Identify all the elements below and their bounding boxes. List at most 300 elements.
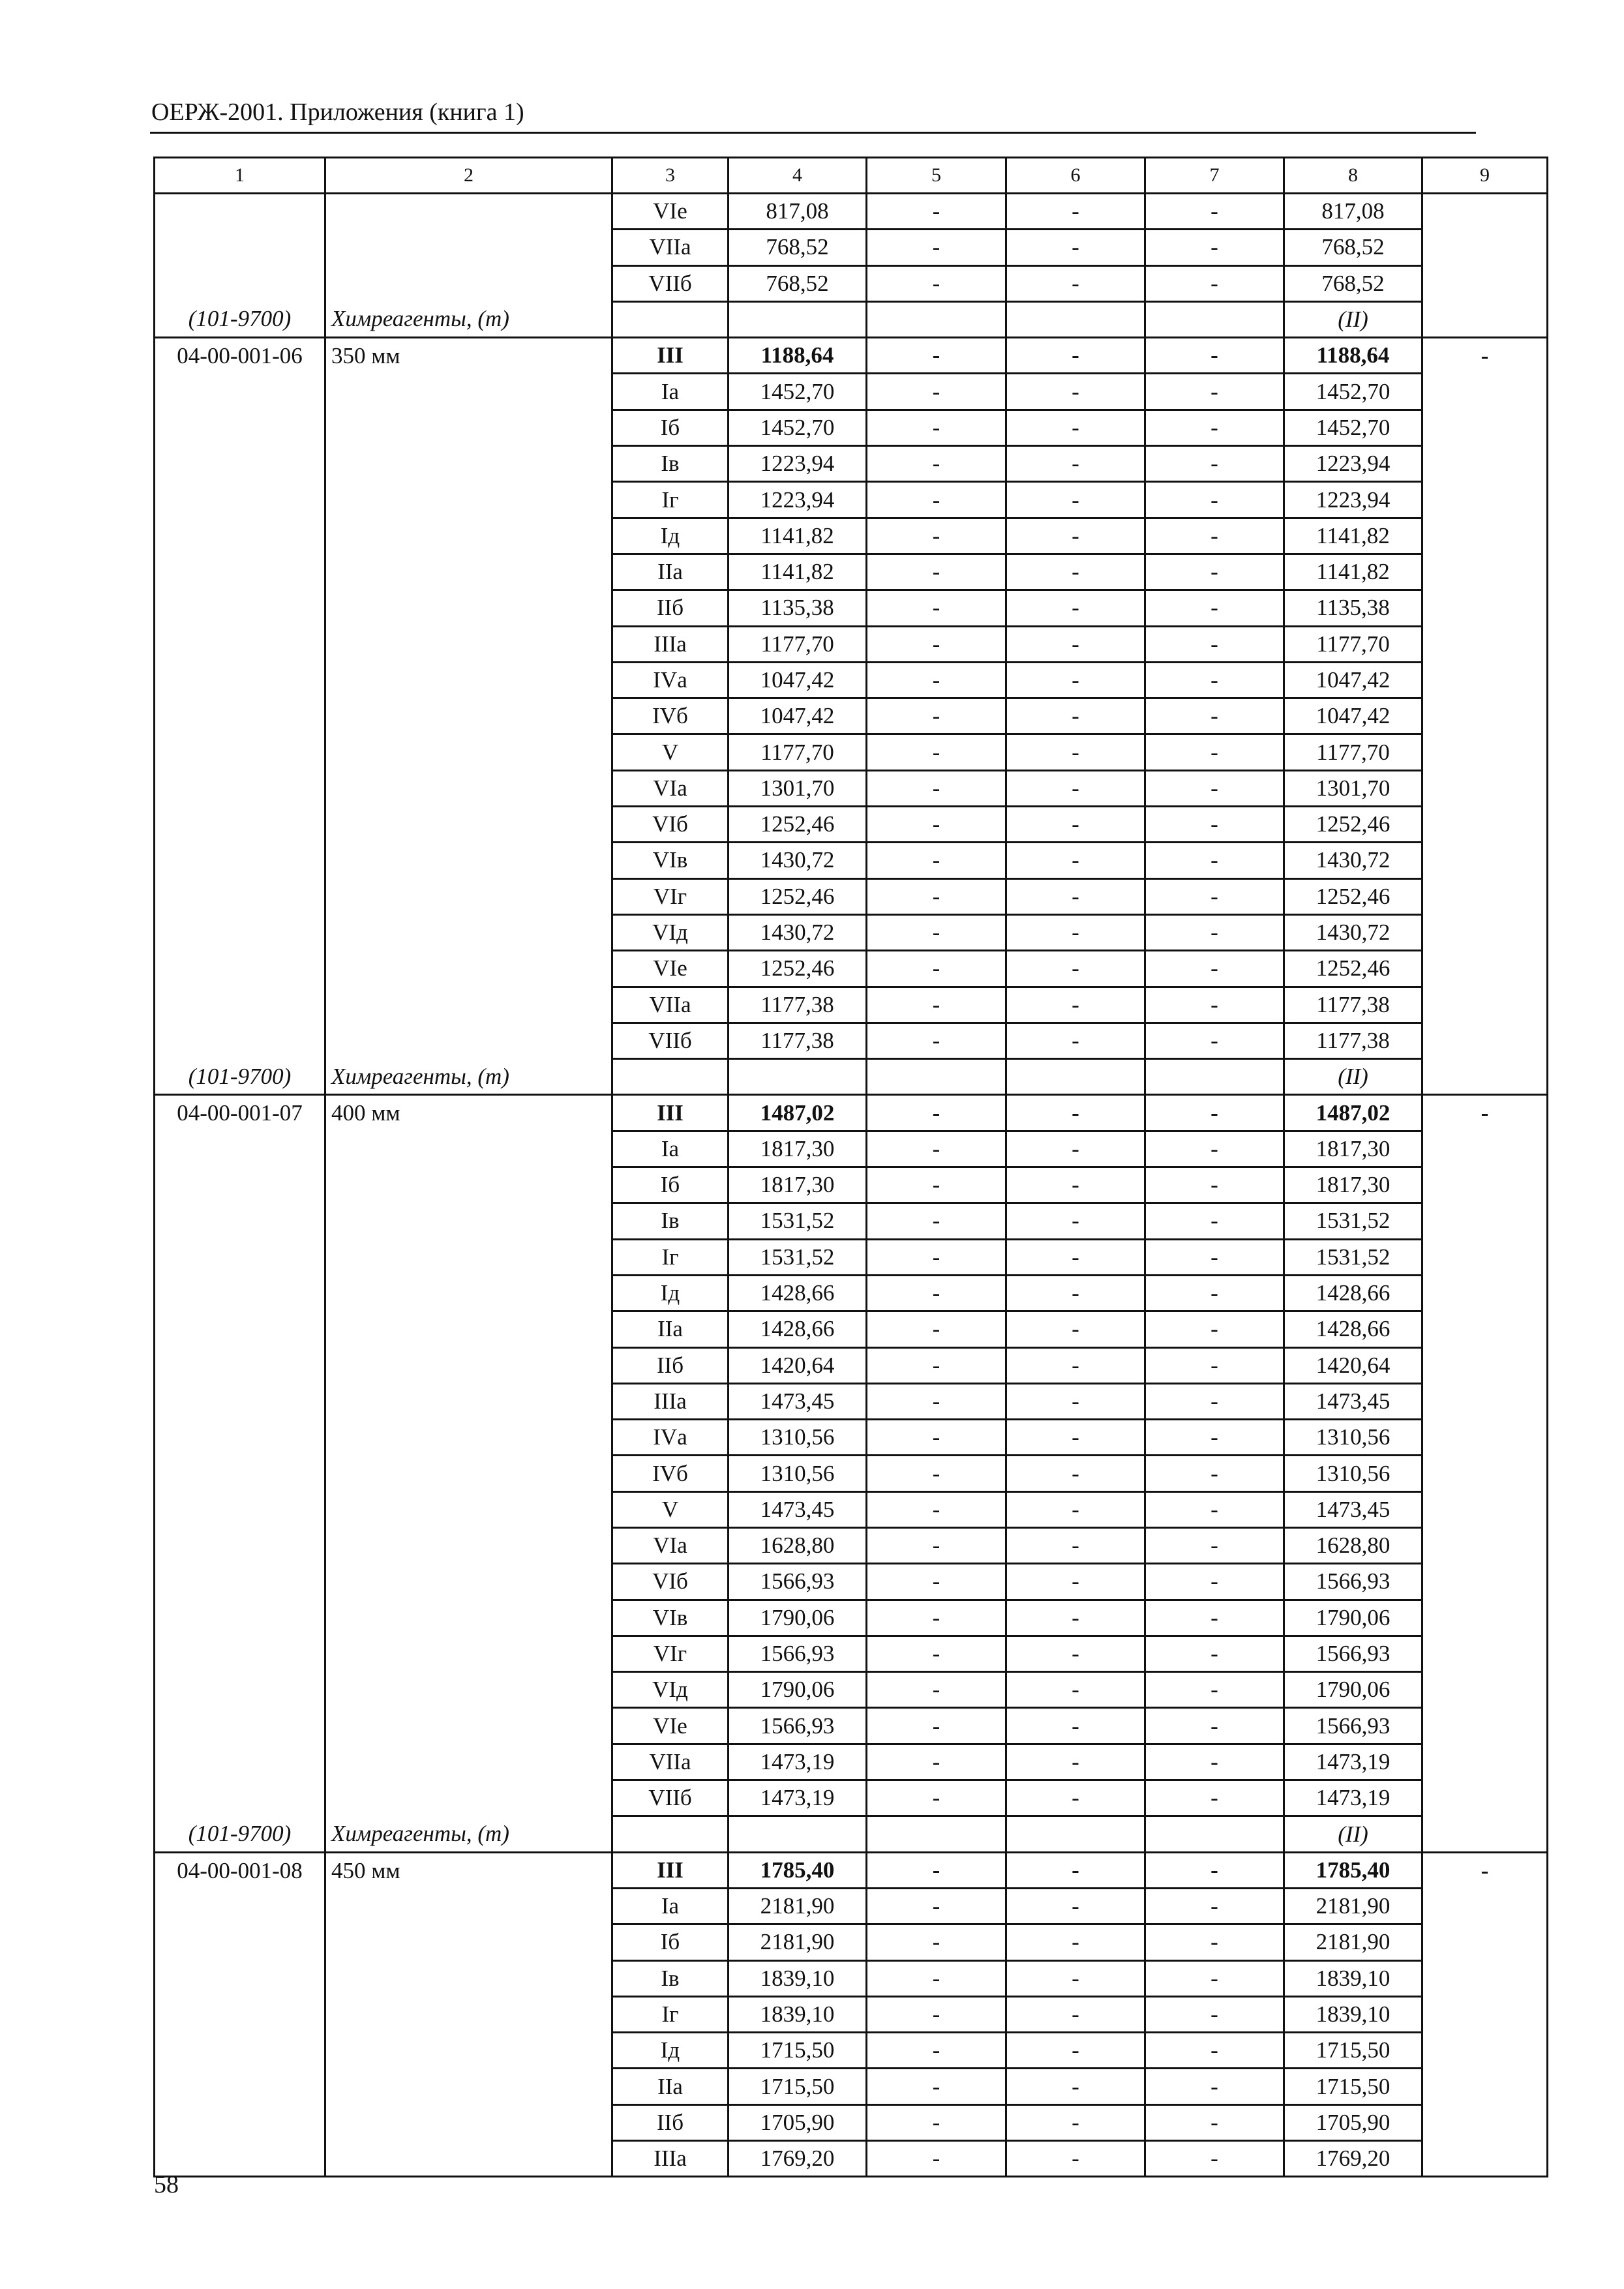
price-cell: 1301,70 <box>729 770 867 806</box>
price-cell: 1531,52 <box>729 1203 867 1239</box>
name-cell: Химреагенты, (т) <box>325 1816 612 1852</box>
total-cell: 1252,46 <box>1284 878 1422 914</box>
col6-cell: - <box>1006 662 1145 698</box>
col7-cell: - <box>1145 843 1284 878</box>
code-cell <box>155 374 325 410</box>
col6-cell: - <box>1006 1347 1145 1383</box>
name-cell <box>325 2104 612 2140</box>
price-cell: 1428,66 <box>729 1311 867 1347</box>
col6-cell: - <box>1006 338 1145 374</box>
table-row <box>155 265 1548 301</box>
col9-cell <box>1422 1564 1548 1600</box>
table-row <box>155 1456 1548 1491</box>
col6-cell: - <box>1006 1023 1145 1058</box>
col7-cell: - <box>1145 1744 1284 1780</box>
name-cell <box>325 1960 612 1996</box>
table-row <box>155 1996 1548 2032</box>
total-cell: (II) <box>1284 1816 1422 1852</box>
col9-cell <box>1422 843 1548 878</box>
name-cell <box>325 1636 612 1671</box>
col9-cell <box>1422 554 1548 590</box>
table-row <box>155 518 1548 554</box>
col6-cell: - <box>1006 446 1145 482</box>
table-row <box>155 1203 1548 1239</box>
col9-cell <box>1422 914 1548 950</box>
total-cell: 1628,80 <box>1284 1527 1422 1563</box>
total-cell: 1785,40 <box>1284 1852 1422 1888</box>
table-row <box>155 1527 1548 1563</box>
col5-cell: - <box>867 194 1006 230</box>
total-cell: 768,52 <box>1284 230 1422 265</box>
page-number: 58 <box>154 2171 179 2198</box>
name-cell <box>325 662 612 698</box>
name-cell <box>325 878 612 914</box>
name-cell <box>325 1239 612 1275</box>
total-cell: 1839,10 <box>1284 1996 1422 2032</box>
total-cell: 1715,50 <box>1284 2069 1422 2104</box>
col9-cell <box>1422 1924 1548 1960</box>
zone-cell: IIб <box>612 1347 729 1383</box>
col7-cell: - <box>1145 987 1284 1023</box>
total-cell: 1420,64 <box>1284 1347 1422 1383</box>
price-cell: 1141,82 <box>729 518 867 554</box>
table-row <box>155 2033 1548 2069</box>
col5-cell: - <box>867 1131 1006 1167</box>
col5-cell <box>867 301 1006 337</box>
col6-cell: - <box>1006 1708 1145 1744</box>
code-cell <box>155 1924 325 1960</box>
code-cell: 04-00-001-07 <box>155 1095 325 1131</box>
col5-cell: - <box>867 265 1006 301</box>
col5-cell: - <box>867 1744 1006 1780</box>
zone-cell: VIе <box>612 194 729 230</box>
header-divider <box>150 132 1476 134</box>
col6-cell <box>1006 301 1145 337</box>
col7-cell: - <box>1145 518 1284 554</box>
name-cell <box>325 1780 612 1816</box>
price-cell: 1839,10 <box>729 1996 867 2032</box>
col5-cell: - <box>867 590 1006 626</box>
col6-cell: - <box>1006 734 1145 770</box>
col9-cell <box>1422 878 1548 914</box>
zone-cell: IVа <box>612 662 729 698</box>
col5-cell: - <box>867 734 1006 770</box>
zone-cell: VIIа <box>612 230 729 265</box>
col9-cell <box>1422 2104 1548 2140</box>
name-cell: 400 мм <box>325 1095 612 1131</box>
col6-cell: - <box>1006 1600 1145 1636</box>
code-cell <box>155 1744 325 1780</box>
table-row <box>155 1095 1548 1131</box>
col9-cell <box>1422 482 1548 518</box>
table-row <box>155 1960 1548 1996</box>
table-row <box>155 1564 1548 1600</box>
price-cell: 1817,30 <box>729 1167 867 1203</box>
table-row <box>155 1924 1548 1960</box>
col5-cell: - <box>867 1456 1006 1491</box>
price-cell: 1223,94 <box>729 482 867 518</box>
col9-cell <box>1422 1996 1548 2032</box>
col7-cell <box>1145 1816 1284 1852</box>
name-cell <box>325 1527 612 1563</box>
col7-cell: - <box>1145 1239 1284 1275</box>
code-cell: 04-00-001-08 <box>155 1852 325 1888</box>
col5-cell: - <box>867 807 1006 843</box>
name-cell <box>325 626 612 662</box>
col9-cell <box>1422 1744 1548 1780</box>
name-cell <box>325 1888 612 1924</box>
col9-cell <box>1422 1708 1548 1744</box>
total-cell: 2181,90 <box>1284 1924 1422 1960</box>
col6-cell: - <box>1006 1996 1145 2032</box>
col9-cell <box>1422 1383 1548 1419</box>
col9-cell <box>1422 2141 1548 2177</box>
code-cell <box>155 590 325 626</box>
col6-cell: - <box>1006 1852 1145 1888</box>
col5-cell: - <box>867 2141 1006 2177</box>
price-cell: 1141,82 <box>729 554 867 590</box>
table-row <box>155 2141 1548 2177</box>
col9-cell <box>1422 1888 1548 1924</box>
col7-cell: - <box>1145 662 1284 698</box>
total-cell: 1135,38 <box>1284 590 1422 626</box>
zone-cell: Iд <box>612 2033 729 2069</box>
col5-cell: - <box>867 1888 1006 1924</box>
zone-cell: V <box>612 734 729 770</box>
price-cell: 1177,38 <box>729 1023 867 1058</box>
code-cell: (101-9700) <box>155 1816 325 1852</box>
col7-cell: - <box>1145 446 1284 482</box>
table-row <box>155 1780 1548 1816</box>
total-cell: 1839,10 <box>1284 1960 1422 1996</box>
zone-cell: Iб <box>612 1167 729 1203</box>
col6-cell: - <box>1006 1275 1145 1311</box>
table-row <box>155 1491 1548 1527</box>
col5-cell: - <box>867 1420 1006 1456</box>
zone-cell: VIг <box>612 878 729 914</box>
col6-cell: - <box>1006 1167 1145 1203</box>
col7-cell: - <box>1145 1600 1284 1636</box>
code-cell <box>155 807 325 843</box>
table-row <box>155 626 1548 662</box>
zone-cell: IVа <box>612 1420 729 1456</box>
price-cell: 1790,06 <box>729 1600 867 1636</box>
col6-cell: - <box>1006 914 1145 950</box>
col6-cell: - <box>1006 1239 1145 1275</box>
table-row <box>155 878 1548 914</box>
price-cell: 1473,45 <box>729 1491 867 1527</box>
col5-cell: - <box>867 374 1006 410</box>
zone-cell: VIд <box>612 914 729 950</box>
total-cell: 817,08 <box>1284 194 1422 230</box>
col9-cell <box>1422 1239 1548 1275</box>
total-cell: 1473,19 <box>1284 1744 1422 1780</box>
col5-cell: - <box>867 1491 1006 1527</box>
code-cell <box>155 1456 325 1491</box>
code-cell <box>155 1275 325 1311</box>
price-cell: 1715,50 <box>729 2033 867 2069</box>
name-cell <box>325 843 612 878</box>
col7-cell: - <box>1145 1311 1284 1347</box>
col9-cell <box>1422 230 1548 265</box>
zone-cell: IIIа <box>612 1383 729 1419</box>
col7-cell: - <box>1145 770 1284 806</box>
table-row <box>155 338 1548 374</box>
zone-cell: Iг <box>612 482 729 518</box>
col6-cell: - <box>1006 878 1145 914</box>
col7-cell: - <box>1145 1347 1284 1383</box>
zone-cell: VIб <box>612 807 729 843</box>
code-cell <box>155 410 325 445</box>
zone-cell <box>612 1816 729 1852</box>
total-cell: 1566,93 <box>1284 1636 1422 1671</box>
table-row <box>155 1888 1548 1924</box>
price-cell: 1790,06 <box>729 1672 867 1708</box>
price-cell: 1817,30 <box>729 1131 867 1167</box>
code-cell <box>155 1636 325 1671</box>
zone-cell: IIб <box>612 590 729 626</box>
zone-cell: VIг <box>612 1636 729 1671</box>
col5-cell: - <box>867 843 1006 878</box>
table-row <box>155 987 1548 1023</box>
col9-cell <box>1422 1527 1548 1563</box>
price-cell: 1452,70 <box>729 374 867 410</box>
col9-cell <box>1422 1636 1548 1671</box>
col9-cell <box>1422 770 1548 806</box>
col9-cell <box>1422 1059 1548 1095</box>
col7-cell: - <box>1145 1996 1284 2032</box>
col9-cell <box>1422 1347 1548 1383</box>
name-cell <box>325 590 612 626</box>
name-cell <box>325 482 612 518</box>
zone-cell: Iг <box>612 1239 729 1275</box>
col5-cell: - <box>867 1275 1006 1311</box>
zone-cell: III <box>612 1852 729 1888</box>
name-cell <box>325 1744 612 1780</box>
price-cell <box>729 1059 867 1095</box>
zone-cell: VIв <box>612 1600 729 1636</box>
col9-cell <box>1422 518 1548 554</box>
col9-cell <box>1422 1203 1548 1239</box>
col5-cell: - <box>867 1203 1006 1239</box>
col7-cell: - <box>1145 230 1284 265</box>
total-cell: 1531,52 <box>1284 1239 1422 1275</box>
name-cell <box>325 1420 612 1456</box>
name-cell <box>325 410 612 445</box>
table-row <box>155 698 1548 734</box>
name-cell <box>325 807 612 843</box>
name-cell <box>325 698 612 734</box>
zone-cell: Iд <box>612 518 729 554</box>
name-cell <box>325 230 612 265</box>
table-row <box>155 1816 1548 1852</box>
total-cell: 1428,66 <box>1284 1311 1422 1347</box>
col6-cell: - <box>1006 2141 1145 2177</box>
price-cell: 1452,70 <box>729 410 867 445</box>
code-cell <box>155 1780 325 1816</box>
code-cell <box>155 554 325 590</box>
total-cell: 1566,93 <box>1284 1564 1422 1600</box>
col6-cell: - <box>1006 194 1145 230</box>
col5-cell: - <box>867 554 1006 590</box>
zone-cell: Iв <box>612 1960 729 1996</box>
col5-cell: - <box>867 230 1006 265</box>
zone-cell: IIIа <box>612 626 729 662</box>
zone-cell: VIIб <box>612 1780 729 1816</box>
code-cell <box>155 951 325 987</box>
col7-cell: - <box>1145 2141 1284 2177</box>
code-cell <box>155 446 325 482</box>
column-header: 2 <box>325 158 612 194</box>
col5-cell <box>867 1816 1006 1852</box>
col7-cell: - <box>1145 1564 1284 1600</box>
col7-cell: - <box>1145 878 1284 914</box>
column-number-row <box>155 158 1548 194</box>
name-cell <box>325 1203 612 1239</box>
code-cell <box>155 843 325 878</box>
code-cell <box>155 1996 325 2032</box>
col7-cell: - <box>1145 2104 1284 2140</box>
zone-cell: Iб <box>612 1924 729 1960</box>
table-row <box>155 1311 1548 1347</box>
col5-cell: - <box>867 2033 1006 2069</box>
col7-cell: - <box>1145 1131 1284 1167</box>
zone-cell: Iв <box>612 1203 729 1239</box>
col7-cell: - <box>1145 338 1284 374</box>
col7-cell: - <box>1145 1203 1284 1239</box>
total-cell: 1301,70 <box>1284 770 1422 806</box>
zone-cell: III <box>612 338 729 374</box>
column-header: 5 <box>867 158 1006 194</box>
col6-cell: - <box>1006 590 1145 626</box>
col5-cell: - <box>867 1527 1006 1563</box>
zone-cell: VIе <box>612 1708 729 1744</box>
code-cell <box>155 518 325 554</box>
col5-cell: - <box>867 1708 1006 1744</box>
total-cell: 1790,06 <box>1284 1672 1422 1708</box>
table-row <box>155 482 1548 518</box>
col5-cell: - <box>867 1347 1006 1383</box>
col7-cell: - <box>1145 626 1284 662</box>
col6-cell: - <box>1006 1672 1145 1708</box>
col6-cell: - <box>1006 2069 1145 2104</box>
code-cell <box>155 662 325 698</box>
col6-cell: - <box>1006 987 1145 1023</box>
name-cell <box>325 374 612 410</box>
zone-cell: IIа <box>612 554 729 590</box>
col5-cell: - <box>867 1311 1006 1347</box>
col5-cell: - <box>867 1672 1006 1708</box>
col6-cell: - <box>1006 554 1145 590</box>
col9-cell <box>1422 1167 1548 1203</box>
price-cell: 1715,50 <box>729 2069 867 2104</box>
name-cell <box>325 194 612 230</box>
column-header: 1 <box>155 158 325 194</box>
price-cell: 1473,45 <box>729 1383 867 1419</box>
column-header: 9 <box>1422 158 1548 194</box>
name-cell <box>325 554 612 590</box>
col6-cell: - <box>1006 265 1145 301</box>
table-row <box>155 1420 1548 1456</box>
price-cell: 1310,56 <box>729 1456 867 1491</box>
col7-cell: - <box>1145 1852 1284 1888</box>
col7-cell: - <box>1145 1960 1284 1996</box>
code-cell <box>155 1311 325 1347</box>
col5-cell: - <box>867 1564 1006 1600</box>
col7-cell: - <box>1145 1491 1284 1527</box>
table-row <box>155 1167 1548 1203</box>
col7-cell: - <box>1145 1023 1284 1058</box>
code-cell <box>155 770 325 806</box>
col5-cell: - <box>867 1996 1006 2032</box>
total-cell: 1223,94 <box>1284 446 1422 482</box>
total-cell: 1141,82 <box>1284 554 1422 590</box>
price-cell: 1177,38 <box>729 987 867 1023</box>
col9-cell <box>1422 1960 1548 1996</box>
zone-cell: IVб <box>612 698 729 734</box>
zone-cell: Iа <box>612 1888 729 1924</box>
col5-cell: - <box>867 1636 1006 1671</box>
col9-cell: - <box>1422 1852 1548 1888</box>
code-cell <box>155 878 325 914</box>
code-cell <box>155 1023 325 1058</box>
zone-cell: Iв <box>612 446 729 482</box>
col6-cell: - <box>1006 770 1145 806</box>
col9-cell <box>1422 374 1548 410</box>
col7-cell: - <box>1145 1780 1284 1816</box>
zone-cell: IIб <box>612 2104 729 2140</box>
price-cell: 1177,70 <box>729 734 867 770</box>
code-cell <box>155 194 325 230</box>
code-cell <box>155 230 325 265</box>
price-cell: 1531,52 <box>729 1239 867 1275</box>
table-row <box>155 951 1548 987</box>
col7-cell: - <box>1145 2069 1284 2104</box>
total-cell: 1177,70 <box>1284 626 1422 662</box>
col7-cell: - <box>1145 1095 1284 1131</box>
col5-cell: - <box>867 662 1006 698</box>
table-row <box>155 1672 1548 1708</box>
col9-cell <box>1422 2069 1548 2104</box>
code-cell <box>155 1491 325 1527</box>
col5-cell: - <box>867 1600 1006 1636</box>
col6-cell: - <box>1006 1780 1145 1816</box>
total-cell: 1430,72 <box>1284 843 1422 878</box>
code-cell <box>155 1347 325 1383</box>
price-cell: 1839,10 <box>729 1960 867 1996</box>
col9-cell <box>1422 1456 1548 1491</box>
price-cell: 1047,42 <box>729 662 867 698</box>
col9-cell <box>1422 1780 1548 1816</box>
col7-cell: - <box>1145 914 1284 950</box>
col6-cell: - <box>1006 1311 1145 1347</box>
total-cell: (II) <box>1284 1059 1422 1095</box>
zone-cell: IIа <box>612 1311 729 1347</box>
col6-cell: - <box>1006 410 1145 445</box>
code-cell <box>155 1600 325 1636</box>
price-cell: 1135,38 <box>729 590 867 626</box>
zone-cell: VIб <box>612 1564 729 1600</box>
table-row <box>155 1347 1548 1383</box>
col6-cell: - <box>1006 698 1145 734</box>
col5-cell <box>867 1059 1006 1095</box>
price-cell: 1705,90 <box>729 2104 867 2140</box>
table-row <box>155 410 1548 445</box>
name-cell <box>325 1708 612 1744</box>
rates-table <box>153 157 1548 2177</box>
name-cell <box>325 1383 612 1419</box>
zone-cell: VIа <box>612 1527 729 1563</box>
